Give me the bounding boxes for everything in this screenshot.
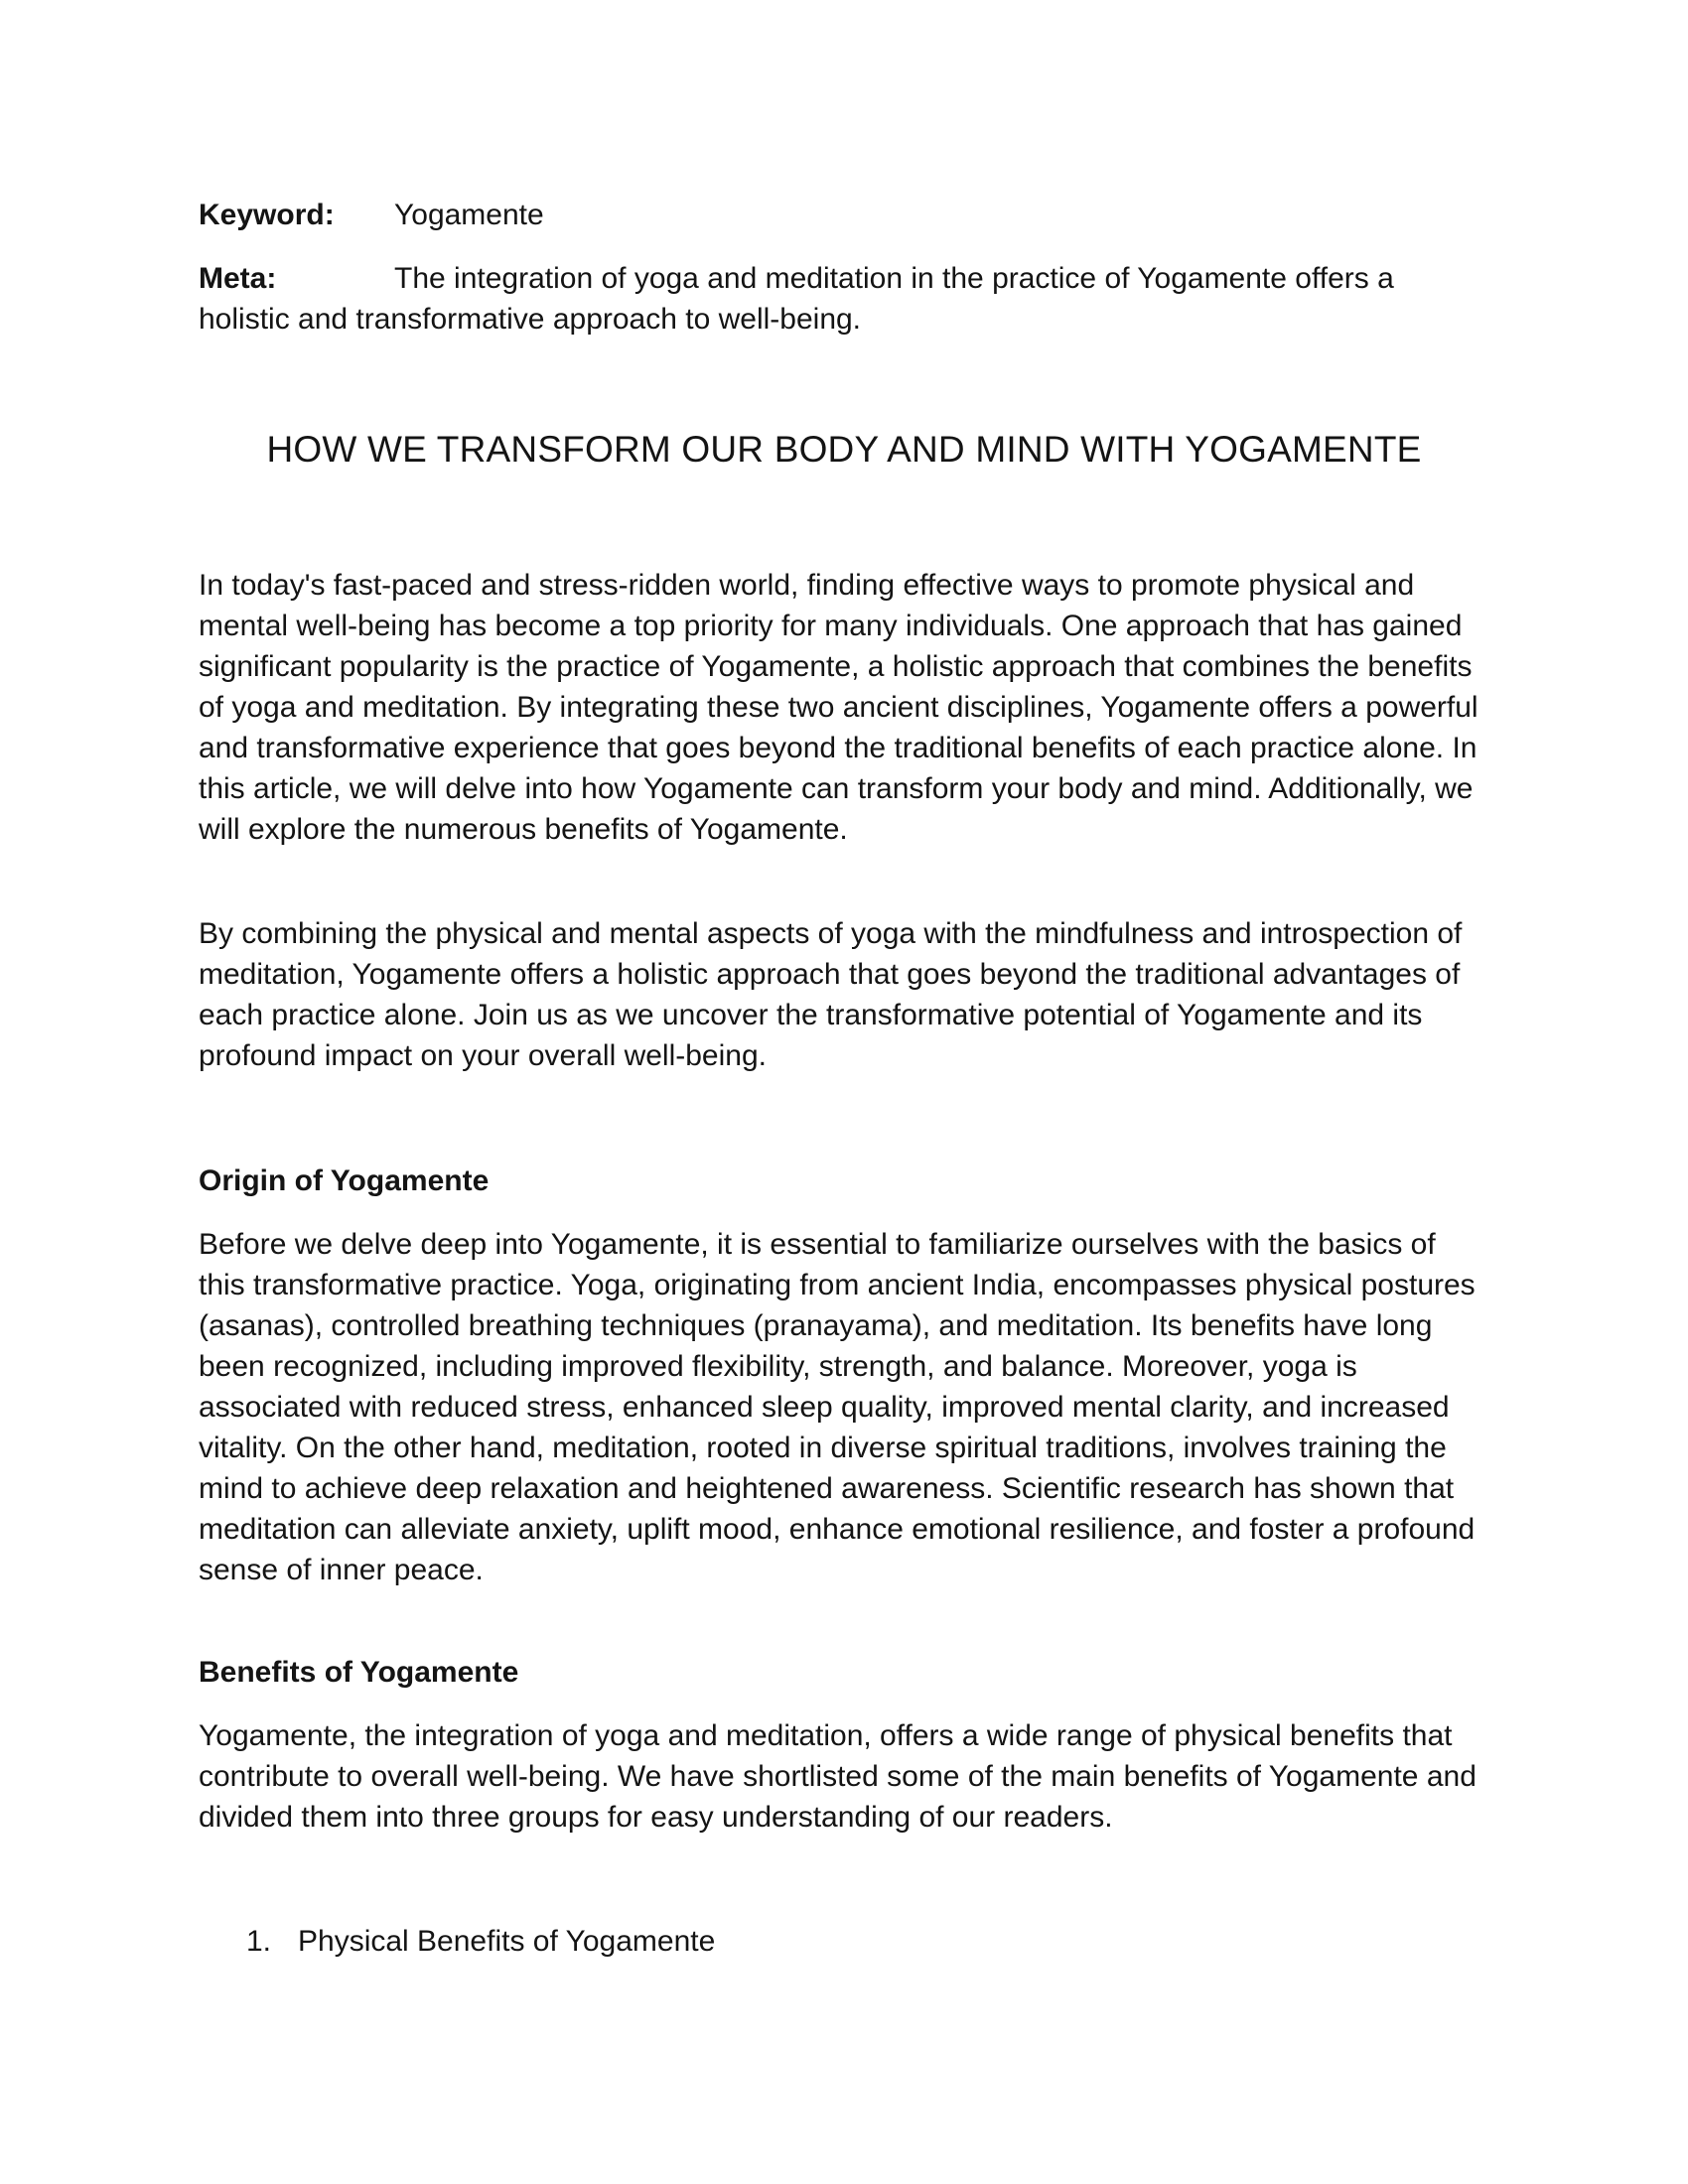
meta-description-row [199, 258, 1489, 340]
intro-paragraph-1: In today's fast-paced and stress-ridden world, finding effective ways to promote physical and mental well-being has become a top priority for many individuals. One approach that has gained significant popularity is the practice of Yogamente, a holistic approach that combines the benefits of yoga and meditation. By integrating these two ancient disciplines, Yogamente offers a powerful and transformative experience that goes beyond the traditional benefits of each practice alone. In this article, we will delve into how Yogamente can transform your body and mind. Additionally, we will explore the numerous benefits of Yogamente. [199, 569, 1478, 846]
origin-paragraph: Before we delve deep into Yogamente, it is essential to familiarize ourselves with the basics of this transformative practice. Yoga, originating from ancient India, encompasses physical postures (asanas), controlled breathing techniques (pranayama), and meditation. Its benefits have long been recognized, including improved flexibility, strength, and balance. Moreover, yoga is associated with reduced stress, enhanced sleep quality, improved mental clarity, and increased vitality. On the other hand, meditation, rooted in diverse spiritual traditions, involves training the mind to achieve deep relaxation and heightened awareness. Scientific research has shown that meditation can alleviate anxiety, uplift mood, enhance emotional resilience, and foster a profound sense of inner peace. [199, 1228, 1476, 1586]
origin-heading: Origin of Yogamente [199, 1164, 490, 1197]
list-item-text: Physical Benefits of Yogamente [298, 1925, 716, 1958]
list-item-number: 1. [246, 1925, 272, 1958]
benefits-heading: Benefits of Yogamente [199, 1656, 519, 1689]
meta-description: The integration of yoga and meditation in the practice of Yogamente offers a holistic and transformative approach to well-being. [199, 262, 1394, 336]
benefits-paragraph: Yogamente, the integration of yoga and meditation, offers a wide range of physical benefits that contribute to overall well-being. We have shortlisted some of the main benefits of Yogamente and divided them into three groups for easy understanding of our readers. [199, 1719, 1477, 1834]
benefits-list [199, 1921, 1489, 1962]
meta-label: Meta: [199, 262, 277, 295]
keyword-value: Yogamente [394, 199, 544, 231]
list-item [199, 1921, 1489, 1962]
intro-paragraph-2: By combining the physical and mental aspects of yoga with the mindfulness and introspection of meditation, Yogamente offers a holistic approach that goes beyond the traditional advantages of each practice alone. Join us as we uncover the transformative potential of Yogamente and its profound impact on your overall well-being. [199, 917, 1463, 1072]
keyword-row [199, 195, 1489, 235]
article-title: HOW WE TRANSFORM OUR BODY AND MIND WITH YOGAMENTE [266, 429, 1422, 470]
keyword-label: Keyword: [199, 199, 335, 231]
